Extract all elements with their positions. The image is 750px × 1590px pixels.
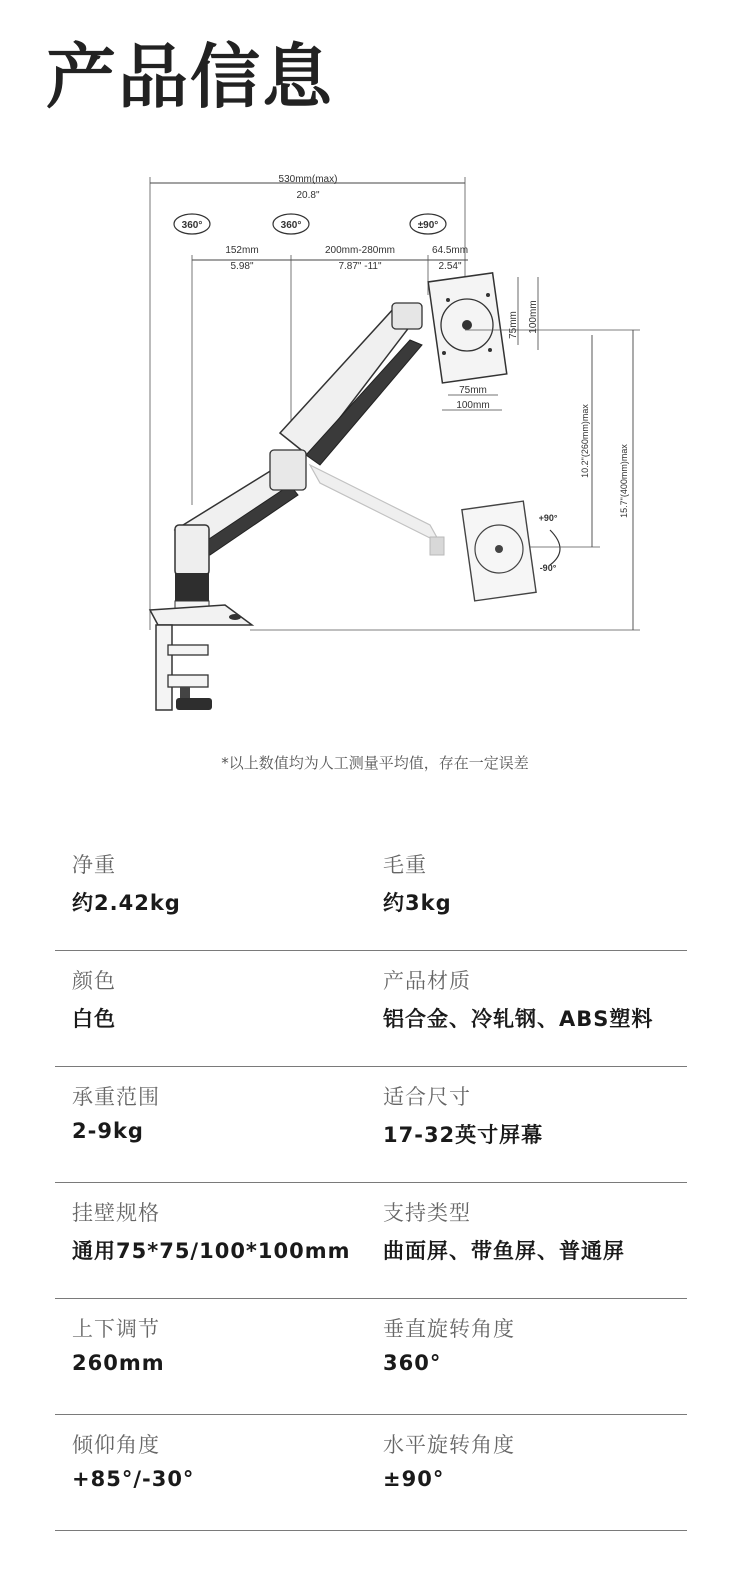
spec-row [55,1299,687,1415]
spec-label: 水平旋转角度 [383,1433,515,1457]
segment-2-mm: 200mm-280mm [324,245,396,256]
vesa-plate-lower [462,501,536,601]
height-total-dim: 15.7"(400mm)max [619,444,629,518]
vesa-h-small: 75mm [459,385,487,396]
rotation-badge-3 [410,214,446,234]
segment-1-in: 5.98" [230,261,254,272]
spec-label: 产品材质 [383,969,471,993]
tilt-minus: -90° [539,563,557,573]
spec-row [55,1183,687,1299]
segment-1-mm: 152mm [225,245,259,256]
desk-base [150,605,252,625]
segment-3-mm: 64.5mm [431,245,469,256]
spec-label: 毛重 [383,853,427,877]
spec-label: 垂直旋转角度 [383,1317,515,1341]
spec-value: 约3kg [383,891,452,915]
measurement-note: *以上数值均为人工测量平均值，存在一定误差 [221,754,529,772]
spec-value: 铝合金、冷轧钢、ABS塑料 [383,1007,654,1031]
total-width-mm: 530mm(max) [278,174,338,185]
spec-label: 净重 [72,853,116,877]
spec-value: 约2.42kg [72,891,181,915]
spec-label: 倾仰角度 [72,1433,160,1457]
spec-value: +85°/-30° [72,1467,195,1491]
vesa-v-large: 100mm [528,300,539,334]
spec-label: 承重范围 [72,1085,160,1109]
spec-value: 360° [383,1351,442,1375]
mount-pole [175,525,209,609]
spec-value: 260mm [72,1351,165,1375]
tilt-plus: +90° [538,513,558,523]
desk-clamp [156,625,212,710]
spec-value: 曲面屏、带鱼屏、普通屏 [383,1239,625,1263]
spec-value: 通用75*75/100*100mm [72,1239,351,1263]
svg-text:±90°: ±90° [417,220,439,231]
spec-label: 适合尺寸 [383,1085,471,1109]
vesa-h-large: 100mm [456,400,490,411]
spec-value: 17-32英寸屏幕 [383,1123,544,1147]
spec-value: 2-9kg [72,1119,144,1143]
svg-text:360°: 360° [181,220,203,231]
svg-text:360°: 360° [280,220,302,231]
height-adjust-dim: 10.2"(260mm)max [580,404,590,478]
spec-label: 上下调节 [72,1317,160,1341]
spec-label: 支持类型 [383,1201,471,1225]
spec-row [55,1067,687,1183]
monitor-arm-diagram [130,165,650,725]
spec-row [55,951,687,1067]
spec-value: ±90° [383,1467,445,1491]
vesa-v-small: 75mm [508,311,519,339]
rotation-badge-1 [174,214,210,234]
spec-row [55,835,687,951]
monitor-arm-upper [280,303,422,465]
segment-2-in: 7.87" -11" [338,261,382,272]
spec-row [55,1415,687,1531]
spec-label: 挂壁规格 [72,1201,160,1225]
monitor-arm-lower-position [310,465,444,555]
total-width-in: 20.8" [296,190,320,201]
vesa-plate-upper [428,273,507,383]
segment-3-in: 2.54" [438,261,462,272]
spec-label: 颜色 [72,969,116,993]
rotation-badge-2 [273,214,309,234]
spec-value: 白色 [72,1007,116,1031]
page-title: 产品信息 [46,36,334,118]
spec-table [55,835,687,1531]
